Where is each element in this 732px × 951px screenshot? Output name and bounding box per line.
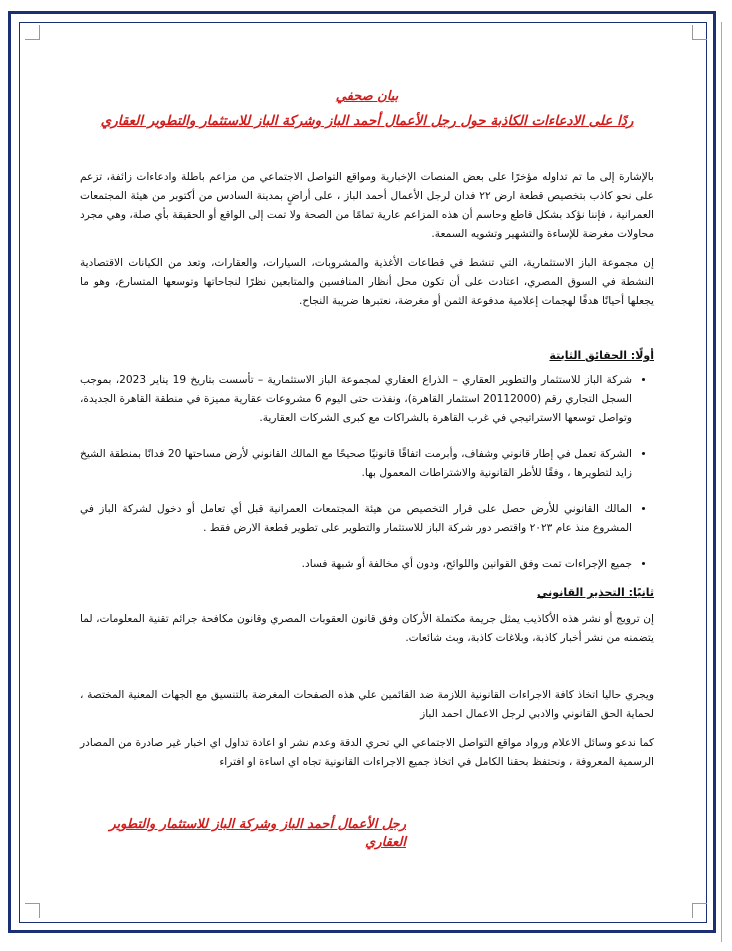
intro-paragraph-2: إن مجموعة الباز الاستثمارية، التي تنشط في قطاعات الأغذية والمشروبات، السيارات، والعقارات، وتعد من الكيانات الاقتصادية النشطة في السوق المصري، اعتادت على أن تكون محل أنظار المنافسين والمتابعين نظرًا لنجاحاتها وتوسعها المتسارع، وهو ما يجعلها أحيانًا هدفًا لهجمات إعلامية مدفوعة الثمن أو مغرضة، نعتبرها ضريبة النجاح. bbox=[80, 257, 654, 307]
facts-list bbox=[80, 371, 654, 574]
fact-item: • شركة الباز للاستثمار والتطوير العقاري – الذراع العقاري لمجموعة الباز الاستثمارية – تأسست بتاريخ 19 يناير 2023، بموجب السجل التجاري رقم (20112000 استثمار القاهرة)، ونفذت حتى اليوم 6 مشروعات عقارية مميزة في منطقة القاهرة الجديدة، وتواصل توسعها الاستراتيجي في غرب القاهرة بالشراكات مع كبرى الشركات العقارية. bbox=[80, 371, 632, 428]
crop-mark-bottom-left bbox=[25, 903, 40, 918]
document-title: بيان صحفي bbox=[335, 89, 399, 104]
facts-heading: أولًا: الحقائق الثابتة bbox=[549, 349, 654, 362]
document-body bbox=[80, 88, 654, 852]
document-subtitle: ردًا على الادعاءات الكاذبة حول رجل الأعمال أحمد الباز وشركة الباز للاستثمار والتطوير العقاري bbox=[100, 113, 634, 129]
page-edge-line bbox=[721, 22, 722, 942]
fact-item: • الشركة تعمل في إطار قانوني وشفاف، وأبرمت اتفاقًا قانونيًا صحيحًا مع المالك القانوني لأرض مساحتها 20 فدانًا بمنطقة الشيخ زايد لتطويرها ، وفقًا للأطر القانونية والاشتراطات المعمول بها. bbox=[80, 445, 632, 483]
warning-heading: ثانيًا: التحذير القانوني bbox=[537, 586, 654, 599]
signature: رجل الأعمال أحمد الباز وشركة الباز للاستثمار والتطوير العقاري bbox=[109, 817, 406, 850]
crop-mark-top-right bbox=[692, 25, 707, 40]
crop-mark-bottom-right bbox=[692, 903, 707, 918]
fact-item: • جميع الإجراءات تمت وفق القوانين واللوائح، ودون أي مخالفة أو شبهة فساد. bbox=[80, 555, 632, 574]
closing-paragraph-2: ويجري حاليا اتخاذ كافة الاجراءات القانونية اللازمة ضد القائمين علي هذه الصفحات المغرضة بالتنسيق مع الجهات المعنية المختصة ، لحماية الحق القانوني والادبي لرجل الاعمال احمد الباز bbox=[80, 689, 654, 720]
closing-paragraph-1: إن ترويج أو نشر هذه الأكاذيب يمثل جريمة مكتملة الأركان وفق قانون العقوبات المصري وقانون مكافحة جرائم تقنية المعلومات، لما يتضمنه من نشر أخبار كاذبة، وبلاغات كاذبة، وبث شائعات. bbox=[80, 613, 654, 644]
intro-paragraph-1: بالإشارة إلى ما تم تداوله مؤخرًا على بعض المنصات الإخبارية ومواقع التواصل الاجتماعي من مزاعم باطلة وادعاءات زائفة، تزعم على نحو كاذب بتخصيص قطعة ارض ٢٢ فدان لرجل الأعمال أحمد الباز ، على أراضٍ بمدينة السادس من أكتوبر من هيئة المجتمعات العمرانية ، فإننا نؤكد بشكل قاطع وحاسم أن هذه المزاعم عارية تمامًا من الصحة ولا تمت إلى الواقع أو الحقيقة بأي صلة، وهي مجرد محاولات مغرضة للإساءة والتشهير وتشويه السمعة. bbox=[80, 171, 654, 240]
crop-mark-top-left bbox=[25, 25, 40, 40]
closing-paragraph-3: كما ندعو وسائل الاعلام ورواد مواقع التواصل الاجتماعي الي تحري الدقة وعدم نشر او اعادة تداول اي اخبار غير صادرة من المصادر الرسمية المعروفة ، ونحتفظ بحقنا الكامل في اتخاذ جميع الاجراءات القانونية تجاه اي اساءة او افتراء bbox=[80, 737, 654, 768]
fact-item: • المالك القانوني للأرض حصل على قرار التخصيص من هيئة المجتمعات العمرانية قبل أي تعامل أو دخول لشركة الباز في المشروع منذ عام ٢٠٢٣ واقتصر دور شركة الباز للاستثمار والتطوير على تطوير قطعة الارض فقط . bbox=[80, 500, 632, 538]
